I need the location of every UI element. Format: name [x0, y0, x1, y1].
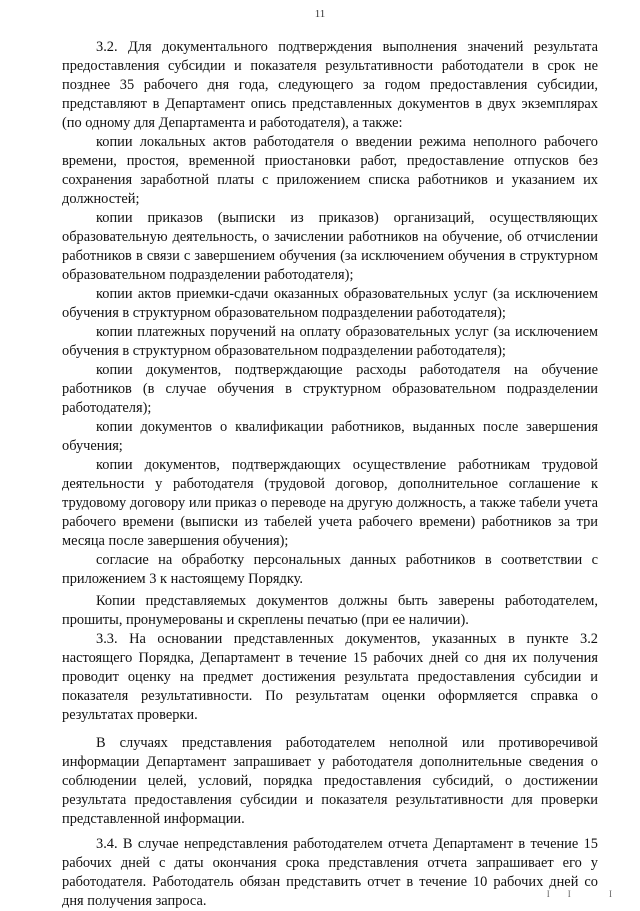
list-item: копии документов о квалификации работников, выданных после завершения обучения; — [62, 419, 598, 454]
paragraph-3-2: 3.2. Для документального подтверждения выполнения значений результата предоставления субсидии и показателя результативности работодатели в срок не позднее 35 рабочего дня года, следующего за годом предоставления субсидии, представляют в Департамент опись представленных документов в двух экземплярах (по одному для Департамента и работодателя), а также: — [62, 39, 598, 131]
list-item: согласие на обработку персональных данных работников в соответствии с приложением 3 к настоящему Порядку. — [62, 552, 598, 587]
document-body — [62, 38, 598, 911]
paragraph-3-3: 3.3. На основании представленных документов, указанных в пункте 3.2 настоящего Порядка, Департамент в течение 15 рабочих дней со дня их получения проводит оценку на предмет достижения результата предоставления субсидии и показателя результативности. По результатам оценки оформляется справка о результатах проверки. — [62, 631, 598, 723]
paragraph-incomplete-info: В случаях представления работодателем неполной или противоречивой информации Департамент запрашивает у работодателя дополнительные сведения о соблюдении целей, условий, порядка предоставления субсидий, о достижении результата предоставления субсидии и показателя результативности для проверки представленной информации. — [62, 735, 598, 827]
list-item: копии локальных актов работодателя о введении режима неполного рабочего времени, простоя, временной приостановки работ, предоставление отпусков без сохранения заработной платы с приложением списка работников и указанием их должностей; — [62, 134, 598, 207]
paragraph-3-4: 3.4. В случае непредставления работодателем отчета Департамент в течение 15 рабочих дней с даты окончания срока представления отчета запрашивает его у работодателя. Работодатель обязан представить отчет в течение 10 рабочих дней со дня получения запроса. — [62, 836, 598, 909]
list-item: копии документов, подтверждающие расходы работодателя на обучение работников (в случае обучения в структурном образовательном подразделении работодателя); — [62, 362, 598, 416]
page-number: 11 — [314, 8, 326, 20]
list-item: копии документов, подтверждающих осуществление работникам трудовой деятельности у работодателя (трудовой договор, дополнительное соглашение к трудовому договору или приказ о переводе на другую должность, а также табели учета рабочего времени (выписки из табелей учета рабочего времени) работников за три месяца после завершения обучения); — [62, 457, 598, 549]
list-item: копии платежных поручений на оплату образовательных услуг (за исключением обучения в структурном образовательном подразделении работодателя); — [62, 324, 598, 359]
scan-marks: II I — [546, 889, 630, 899]
list-item: копии приказов (выписки из приказов) организаций, осуществляющих образовательную деятельность, о зачислении работников на обучение, об отчислении работников в связи с завершением обучения (за исключением обучения в структурном образовательном подразделении работодателя); — [62, 210, 598, 283]
paragraph-certification: Копии представляемых документов должны быть заверены работодателем, прошиты, пронумерованы и скреплены печатью (при ее наличии). — [62, 593, 598, 628]
list-item: копии актов приемки-сдачи оказанных образовательных услуг (за исключением обучения в структурном образовательном подразделении работодателя); — [62, 286, 598, 321]
